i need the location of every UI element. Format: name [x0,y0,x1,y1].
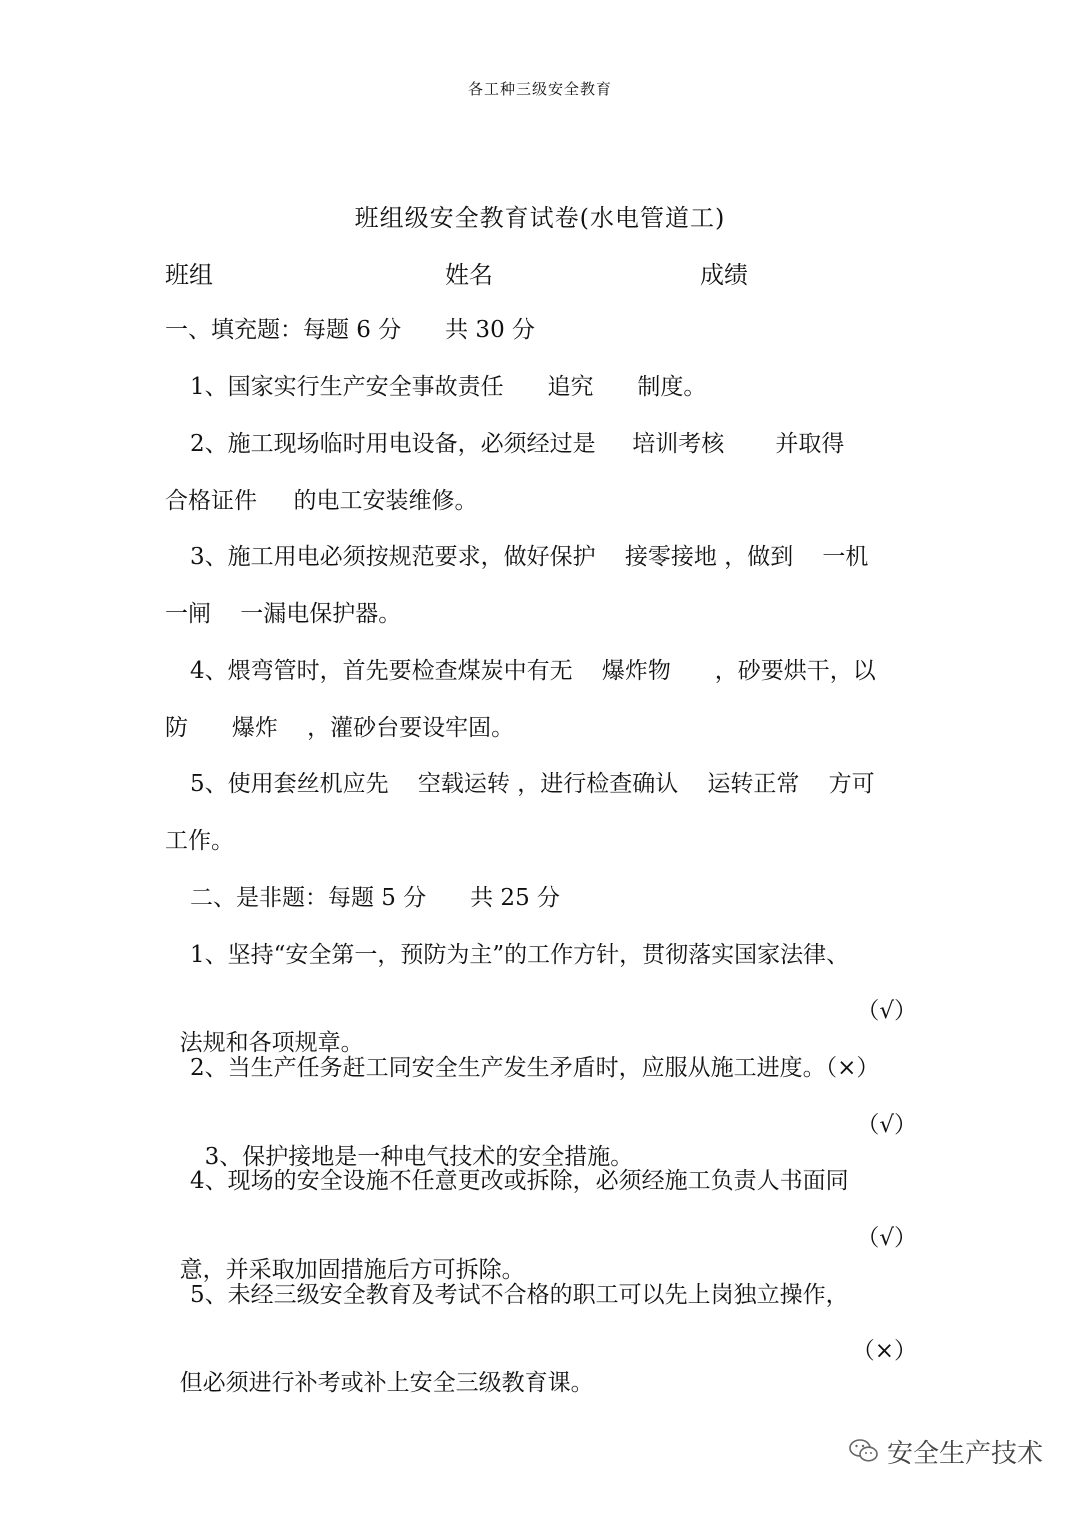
section-heading-true-false: 二、是非题：每题 5 分 共 25 分 [190,885,561,911]
question-text: 一闸 一漏电保护器。 [165,601,402,627]
question-text: 5、使用套丝机应先 空载运转 ，进行检查确认 运转正常 方可 [190,771,875,797]
answer-mark: （√） [856,998,917,1024]
question-text: 4、现场的安全设施不任意更改或拆除，必须经施工负责人书面同 [190,1168,849,1194]
answer-mark: （√） [856,1225,917,1251]
page-header: 各工种三级安全教育 [467,80,612,98]
answer-mark: （×） [851,1338,917,1364]
question-text: 工作。 [165,828,234,854]
question-text: 1、国家实行生产安全事故责任 追究 制度。 [190,374,707,400]
question-text: 1、坚持“安全第一，预防为主”的工作方针，贯彻落实国家法律、 [190,942,850,968]
question-line [165,1335,917,1431]
question-text: 但必须进行补考或补上安全三级教育课。 [179,1370,594,1396]
question-text: 5、未经三级安全教育及考试不合格的职工可以先上岗独立操作， [190,1282,849,1308]
question-text: 意，并采取加固措施后方可拆除。 [179,1257,525,1283]
question-text: 4、煨弯管时，首先要检查煤炭中有无 爆炸物 ，砂要烘干，以 [190,658,876,684]
question-text: 2、施工现场临时用电设备，必须经过是 培训考核 并取得 [190,431,845,457]
question-text: 3、施工用电必须按规范要求，做好保护 接零接地 ，做到 一机 [190,544,869,570]
watermark [849,1431,1043,1471]
question-text: 合格证件 的电工安装维修。 [165,488,478,514]
wechat-icon [849,1438,879,1464]
class-field-label: 班组 [165,261,213,289]
exam-title: 班组级安全教育试卷(水电管道工) [354,204,726,232]
info-fields [0,255,1080,295]
question-text: 2、当生产任务赶工同安全生产发生矛盾时，应服从施工进度。（×） [190,1055,880,1081]
score-field-label: 成绩 [700,261,748,289]
question-text: 3、保护接地是一种电气技术的安全措施。 [204,1144,634,1170]
watermark-text: 安全生产技术 [887,1438,1044,1469]
name-field-label: 姓名 [445,261,493,289]
section-heading-fill-in: 一、填充题：每题 6 分 共 30 分 [165,317,536,343]
question-text: 法规和各项规章。 [179,1030,364,1056]
question-text: 防 爆炸 ，灌砂台要设牢固。 [165,715,515,741]
answer-mark: （√） [856,1112,917,1138]
